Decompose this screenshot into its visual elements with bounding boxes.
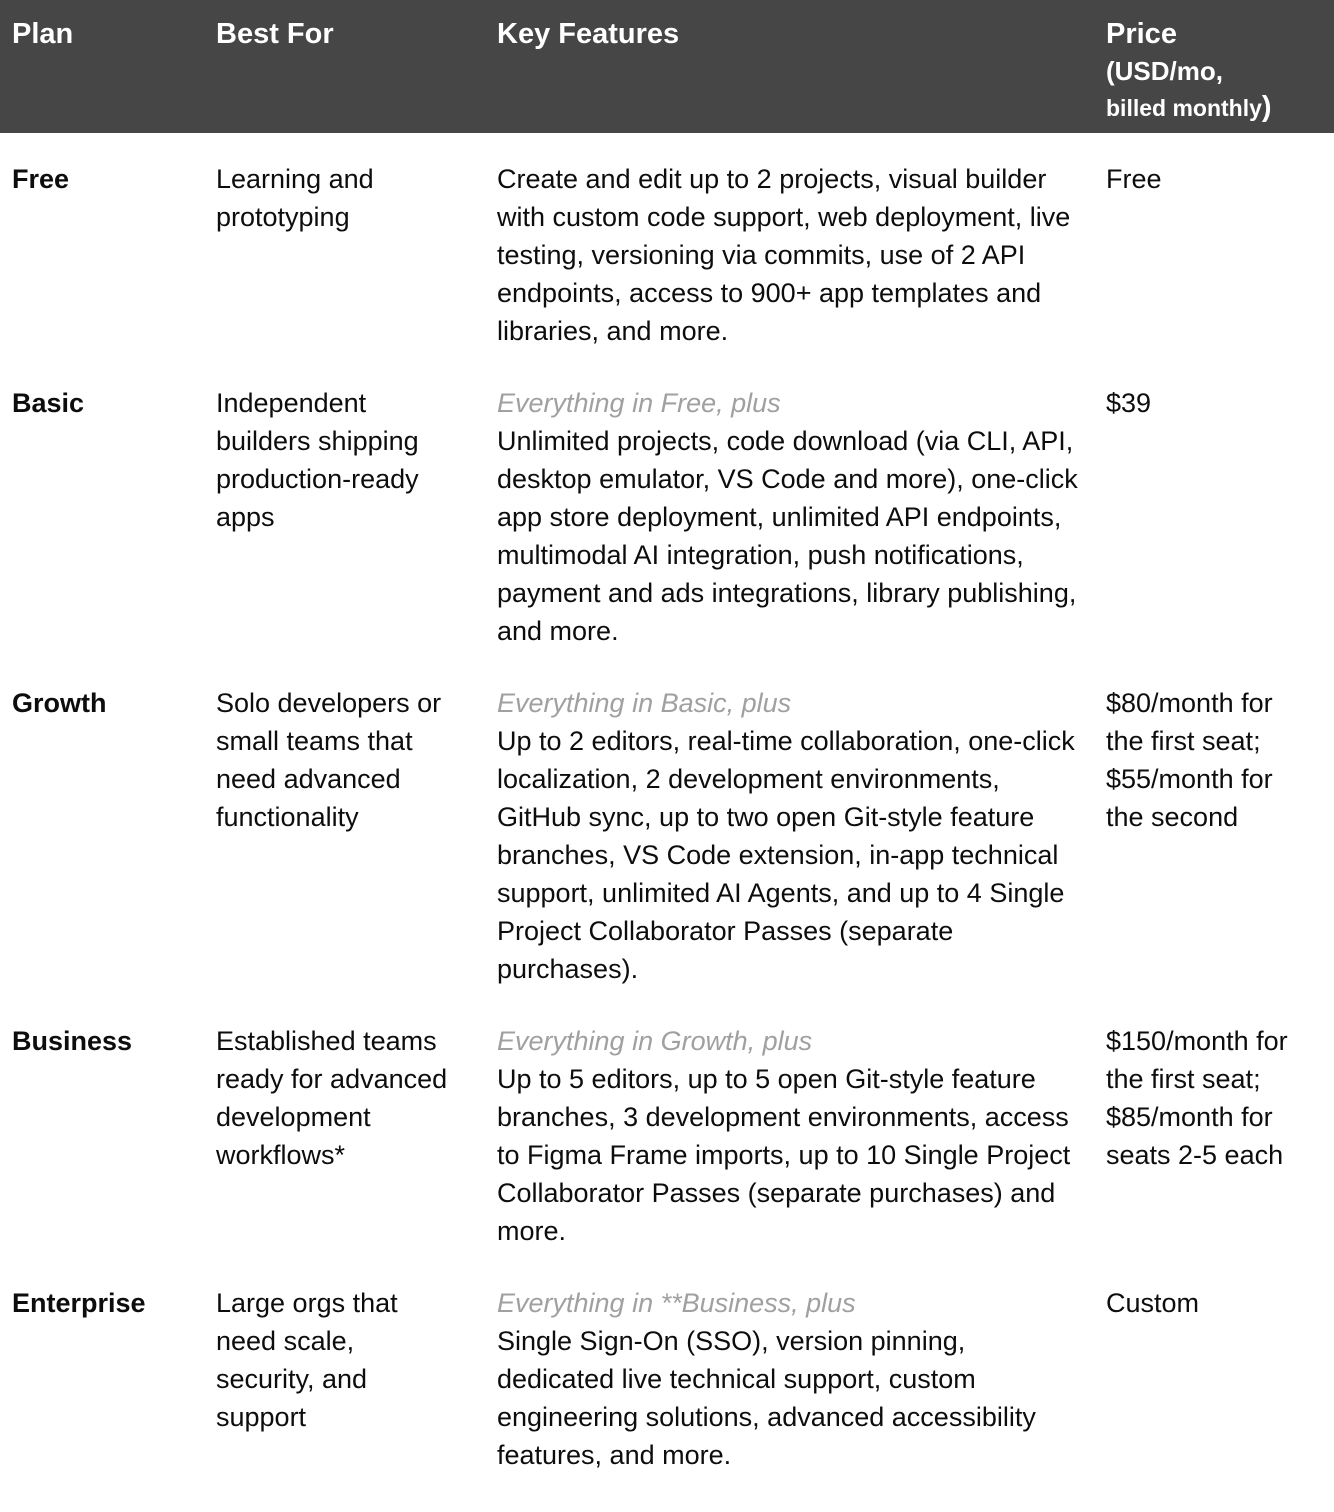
features-intro: Everything in Basic, plus — [497, 688, 792, 718]
features-intro: Everything in Free, plus — [497, 388, 781, 418]
best-for-text: Independent builders shipping production-ready apps — [216, 388, 419, 532]
header-plan: Plan — [12, 18, 74, 50]
key-features-cell — [497, 684, 1106, 988]
price-text: $39 — [1106, 388, 1152, 418]
best-for-text: Learning and prototyping — [216, 164, 374, 232]
table-row-growth — [0, 650, 1334, 988]
table-row-free — [0, 133, 1334, 350]
table-row-business — [0, 988, 1334, 1250]
price-text: Free — [1106, 164, 1162, 194]
features-intro: Everything in **Business, plus — [497, 1288, 856, 1318]
best-for-text: Large orgs that need scale, security, and support — [216, 1288, 398, 1432]
header-price — [1106, 16, 1334, 133]
price-text: $80/month for the first seat; $55/month for the second — [1106, 688, 1273, 832]
plan-name: Free — [12, 164, 70, 194]
key-features-cell — [497, 160, 1106, 350]
key-features-cell — [497, 384, 1106, 650]
header-price-subtitle-line1: (USD/mo, — [1106, 56, 1223, 86]
price-text: $150/month for the first seat; $85/month for seats 2-5 each — [1106, 1026, 1288, 1170]
features-text: Up to 5 editors, up to 5 open Git-style feature branches, 3 development environments, access to Figma Frame imports, up to 10 Single Project Collaborator Passes (separate purchases) and more. — [497, 1064, 1071, 1246]
header-price-title: Price — [1106, 18, 1177, 50]
plan-name: Growth — [12, 688, 107, 718]
table-row-enterprise — [0, 1250, 1334, 1474]
features-intro: Everything in Growth, plus — [497, 1026, 813, 1056]
table-header-row — [0, 0, 1334, 133]
header-price-subtitle-line2 — [1106, 90, 1334, 126]
plan-name: Enterprise — [12, 1288, 146, 1318]
features-text: Unlimited projects, code download (via CLI, API, desktop emulator, VS Code and more), one-click app store deployment, unlimited API endpoints, multimodal AI integration, push notifications, payment and ads integrations, library publishing, and more. — [497, 426, 1078, 646]
plan-name: Business — [12, 1026, 133, 1056]
header-price-subtitle-paren: ) — [1261, 91, 1272, 123]
best-for-text: Solo developers or small teams that need advanced functionality — [216, 688, 442, 832]
header-best-for: Best For — [216, 18, 334, 50]
features-text: Single Sign-On (SSO), version pinning, dedicated live technical support, custom engineering solutions, advanced accessibility features, and more. — [497, 1326, 1036, 1470]
best-for-text: Established teams ready for advanced development workflows* — [216, 1026, 448, 1170]
table-row-basic — [0, 350, 1334, 650]
price-text: Custom — [1106, 1288, 1200, 1318]
features-text: Create and edit up to 2 projects, visual builder with custom code support, web deployment, live testing, versioning via commits, use of 2 API endpoints, access to 900+ app templates and libraries, and more. — [497, 164, 1071, 346]
features-text: Up to 2 editors, real-time collaboration, one-click localization, 2 development environments, GitHub sync, up to two open Git-style feature branches, VS Code extension, in-app technical support, unlimited AI Agents, and up to 4 Single Project Collaborator Passes (separate purchases). — [497, 726, 1075, 984]
key-features-cell — [497, 1284, 1106, 1474]
header-price-subtitle-text: billed monthly — [1106, 95, 1262, 121]
header-key-features: Key Features — [497, 18, 680, 50]
key-features-cell — [497, 1022, 1106, 1250]
plan-name: Basic — [12, 388, 85, 418]
